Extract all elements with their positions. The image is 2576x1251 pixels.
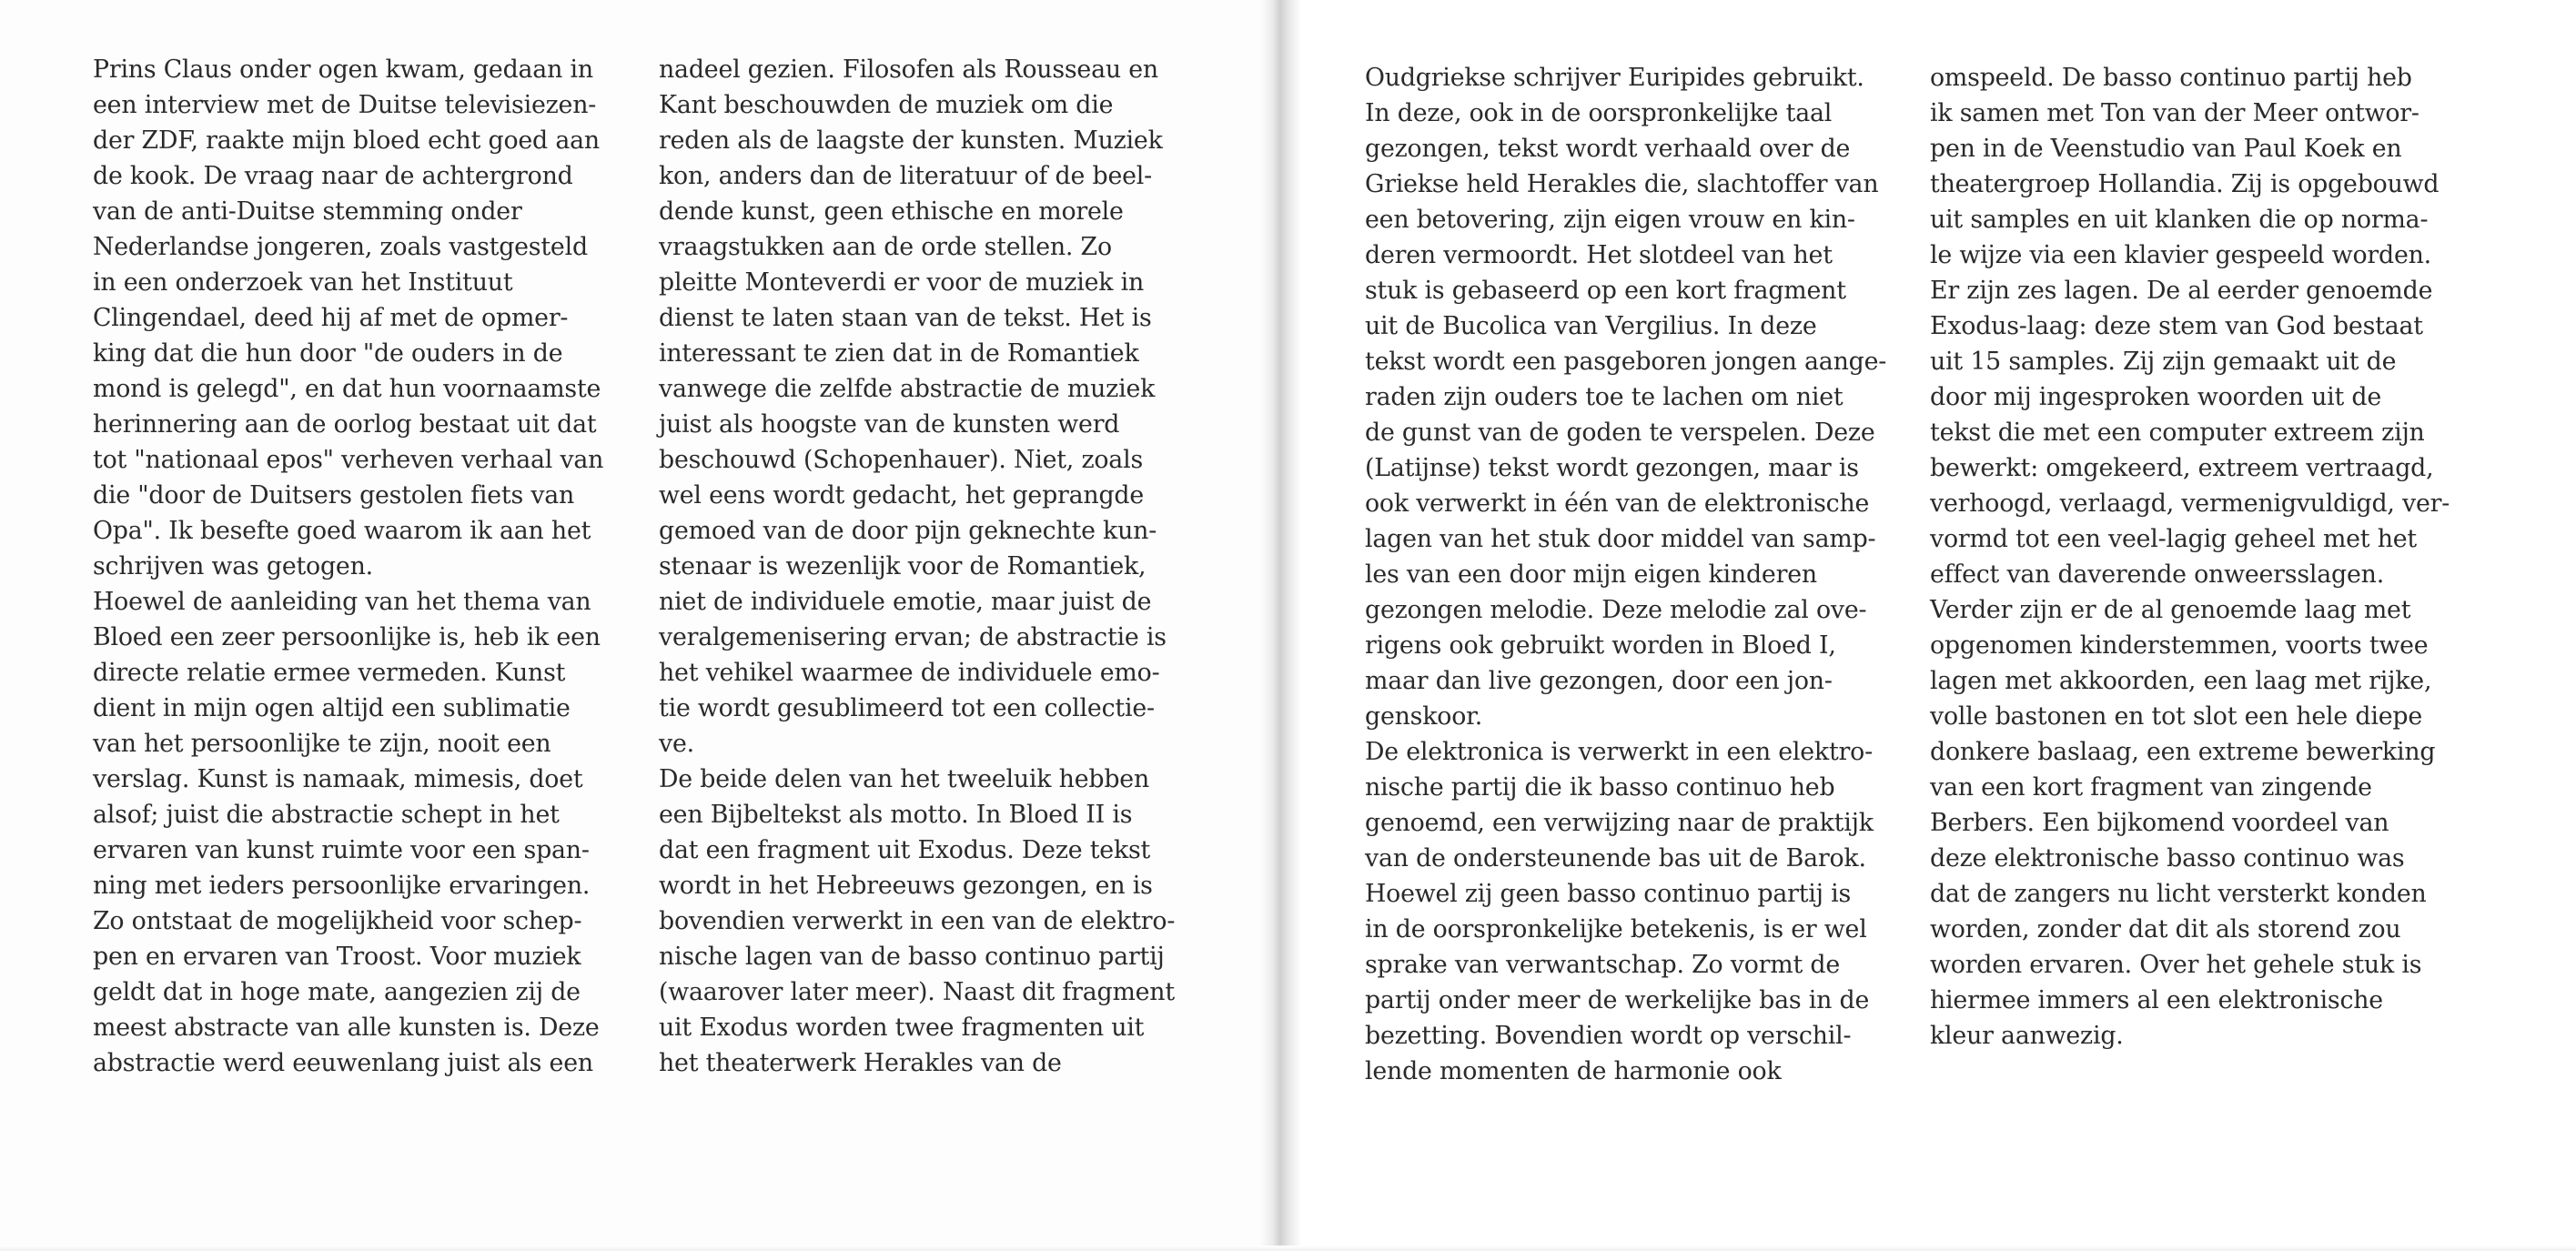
text-line: een interview met de Duitse televisiezen- bbox=[93, 91, 597, 119]
text-line: kleur aanwezig. bbox=[1930, 1022, 2124, 1050]
text-line: Nederlandse jongeren, zoals vastgesteld bbox=[93, 233, 588, 261]
text-line: volle bastonen en tot slot een hele diepe bbox=[1930, 702, 2422, 731]
text-line: Kant beschouwden de muziek om die bbox=[659, 91, 1114, 119]
text-line: Opa". Ik besefte goed waarom ik aan het bbox=[93, 517, 591, 545]
text-line: de gunst van de goden te verspelen. Deze bbox=[1365, 419, 1875, 447]
text-line: worden, zonder dat dit als storend zou bbox=[1930, 915, 2401, 943]
text-line: schrijven was getogen. bbox=[93, 552, 373, 580]
text-line: (Latijnse) tekst wordt gezongen, maar is bbox=[1365, 454, 1859, 482]
text-line: alsof; juist die abstractie schept in het bbox=[93, 801, 560, 829]
text-line: Berbers. Een bijkomend voordeel van bbox=[1930, 809, 2389, 837]
text-line: mond is gelegd", en dat hun voornaamste bbox=[93, 375, 601, 403]
text-line: Oudgriekse schrijver Euripides gebruikt. bbox=[1365, 64, 1864, 92]
text-line: king dat die hun door "de ouders in de bbox=[93, 339, 563, 368]
text-line: reden als de laagste der kunsten. Muziek bbox=[659, 126, 1163, 155]
text-line: genskoor. bbox=[1365, 702, 1483, 731]
text-line: in een onderzoek van het Instituut bbox=[93, 268, 513, 297]
text-line: kon, anders dan de literatuur of de beel- bbox=[659, 162, 1152, 190]
text-line: donkere baslaag, een extreme bewerking bbox=[1930, 738, 2436, 766]
text-line: uit de Bucolica van Vergilius. In deze bbox=[1365, 312, 1817, 340]
text-line: De beide delen van het tweeluik hebben bbox=[659, 765, 1150, 793]
text-line: in de oorspronkelijke betekenis, is er wel bbox=[1365, 915, 1867, 943]
text-line: bovendien verwerkt in een van de elektro- bbox=[659, 907, 1176, 935]
text-line: vormd tot een veel-lagig geheel met het bbox=[1930, 525, 2417, 553]
text-line: ook verwerkt in één van de elektronische bbox=[1365, 489, 1870, 518]
text-line: lagen met akkoorden, een laag met rijke, bbox=[1930, 667, 2432, 695]
text-line: nadeel gezien. Filosofen als Rousseau en bbox=[659, 55, 1158, 84]
text-line: die "door de Duitsers gestolen fiets van bbox=[93, 481, 575, 509]
text-line: tekst die met een computer extreem zijn bbox=[1930, 419, 2425, 447]
text-line: uit 15 samples. Zij zijn gemaakt uit de bbox=[1930, 348, 2397, 376]
text-line: Hoewel zij geen basso continuo partij is bbox=[1365, 880, 1852, 908]
text-line: gezongen melodie. Deze melodie zal ove- bbox=[1365, 596, 1867, 624]
text-line: van een kort fragment van zingende bbox=[1930, 773, 2372, 802]
text-line: les van een door mijn eigen kinderen bbox=[1365, 560, 1817, 589]
text-line: Bloed een zeer persoonlijke is, heb ik een bbox=[93, 623, 601, 651]
text-line: niet de individuele emotie, maar juist de bbox=[659, 588, 1152, 616]
text-column-4 bbox=[1930, 60, 2450, 1054]
text-line: wordt in het Hebreeuws gezongen, en is bbox=[659, 872, 1153, 900]
text-line: genoemd, een verwijzing naar de praktijk bbox=[1365, 809, 1874, 837]
text-line: veralgemenisering ervan; de abstractie is bbox=[659, 623, 1167, 651]
text-line: Clingendael, deed hij af met de opmer- bbox=[93, 304, 569, 332]
text-line: dende kunst, geen ethische en morele bbox=[659, 197, 1124, 226]
text-line: omspeeld. De basso continuo partij heb bbox=[1930, 64, 2412, 92]
text-column-3 bbox=[1365, 60, 1886, 1089]
text-line: een betovering, zijn eigen vrouw en kin- bbox=[1365, 206, 1855, 234]
text-line: dat een fragment uit Exodus. Deze tekst bbox=[659, 836, 1151, 864]
text-line: ning met ieders persoonlijke ervaringen. bbox=[93, 872, 591, 900]
text-line: gemoed van de door pijn geknechte kun- bbox=[659, 517, 1157, 545]
text-line: (waarover later meer). Naast dit fragment bbox=[659, 978, 1175, 1006]
text-line: tot "nationaal epos" verheven verhaal van bbox=[93, 446, 604, 474]
text-line: partij onder meer de werkelijke bas in de bbox=[1365, 986, 1870, 1014]
text-line: pleitte Monteverdi er voor de muziek in bbox=[659, 268, 1145, 297]
text-line: In deze, ook in de oorspronkelijke taal bbox=[1365, 99, 1833, 127]
text-line: tekst wordt een pasgeboren jongen aange- bbox=[1365, 348, 1887, 376]
text-line: verhoogd, verlaagd, vermenigvuldigd, ver- bbox=[1930, 489, 2450, 518]
text-line: stenaar is wezenlijk voor de Romantiek, bbox=[659, 552, 1147, 580]
text-line: juist als hoogste van de kunsten werd bbox=[659, 410, 1120, 439]
text-line: een Bijbeltekst als motto. In Bloed II is bbox=[659, 801, 1133, 829]
text-line: van het persoonlijke te zijn, nooit een bbox=[93, 730, 551, 758]
text-line: sprake van verwantschap. Zo vormt de bbox=[1365, 951, 1840, 979]
text-line: Verder zijn er de al genoemde laag met bbox=[1930, 596, 2411, 624]
text-line: ve. bbox=[659, 730, 694, 758]
text-line: vanwege die zelfde abstractie de muziek bbox=[659, 375, 1156, 403]
text-line: Exodus-laag: deze stem van God bestaat bbox=[1930, 312, 2423, 340]
text-line: gezongen, tekst wordt verhaald over de bbox=[1365, 135, 1851, 163]
text-line: van de anti-Duitse stemming onder bbox=[93, 197, 522, 226]
text-line: beschouwd (Schopenhauer). Niet, zoals bbox=[659, 446, 1143, 474]
text-line: het vehikel waarmee de individuele emo- bbox=[659, 659, 1160, 687]
text-line: uit Exodus worden twee fragmenten uit bbox=[659, 1014, 1145, 1042]
text-line: der ZDF, raakte mijn bloed echt goed aan bbox=[93, 126, 600, 155]
text-line: raden zijn ouders toe te lachen om niet bbox=[1365, 383, 1844, 411]
text-line: De elektronica is verwerkt in een elektro- bbox=[1365, 738, 1873, 766]
text-line: directe relatie ermee vermeden. Kunst bbox=[93, 659, 566, 687]
text-line: verslag. Kunst is namaak, mimesis, doet bbox=[93, 765, 583, 793]
text-line: tie wordt gesublimeerd tot een collectie- bbox=[659, 694, 1155, 722]
text-line: maar dan live gezongen, door een jon- bbox=[1365, 667, 1833, 695]
text-line: Er zijn zes lagen. De al eerder genoemde bbox=[1930, 277, 2433, 305]
text-line: deze elektronische basso continuo was bbox=[1930, 844, 2405, 873]
text-line: door mij ingesproken woorden uit de bbox=[1930, 383, 2382, 411]
text-line: deren vermoordt. Het slotdeel van het bbox=[1365, 241, 1833, 269]
text-line: effect van daverende onweersslagen. bbox=[1930, 560, 2385, 589]
text-line: opgenomen kinderstemmen, voorts twee bbox=[1930, 631, 2429, 660]
text-line: Hoewel de aanleiding van het thema van bbox=[93, 588, 591, 616]
text-line: lende momenten de harmonie ook bbox=[1365, 1057, 1782, 1085]
text-line: theatergroep Hollandia. Zij is opgebouwd bbox=[1930, 170, 2440, 198]
text-line: herinnering aan de oorlog bestaat uit dat bbox=[93, 410, 597, 439]
text-line: le wijze via een klavier gespeeld worden. bbox=[1930, 241, 2431, 269]
text-line: de kook. De vraag naar de achtergrond bbox=[93, 162, 573, 190]
text-line: wel eens wordt gedacht, het geprangde bbox=[659, 481, 1145, 509]
text-line: ervaren van kunst ruimte voor een span- bbox=[93, 836, 590, 864]
text-line: nische partij die ik basso continuo heb bbox=[1365, 773, 1835, 802]
text-line: meest abstracte van alle kunsten is. Deze bbox=[93, 1014, 600, 1042]
text-line: hiermee immers al een elektronische bbox=[1930, 986, 2383, 1014]
book-gutter bbox=[1260, 0, 1300, 1251]
text-line: uit samples en uit klanken die op norma- bbox=[1930, 206, 2429, 234]
page-bottom-edge bbox=[0, 1246, 2576, 1251]
text-line: dient in mijn ogen altijd een sublimatie bbox=[93, 694, 571, 722]
text-line: abstractie werd eeuwenlang juist als een bbox=[93, 1049, 593, 1077]
text-line: interessant te zien dat in de Romantiek bbox=[659, 339, 1139, 368]
text-line: geldt dat in hoge mate, aangezien zij de bbox=[93, 978, 581, 1006]
text-line: het theaterwerk Herakles van de bbox=[659, 1049, 1062, 1077]
text-line: van de ondersteunende bas uit de Barok. bbox=[1365, 844, 1866, 873]
text-line: ik samen met Ton van der Meer ontwor- bbox=[1930, 99, 2419, 127]
text-line: dienst te laten staan van de tekst. Het is bbox=[659, 304, 1152, 332]
text-line: pen in de Veenstudio van Paul Koek en bbox=[1930, 135, 2402, 163]
text-line: vraagstukken aan de orde stellen. Zo bbox=[659, 233, 1112, 261]
text-line: pen en ervaren van Troost. Voor muziek bbox=[93, 943, 581, 971]
text-line: Griekse held Herakles die, slachtoffer van bbox=[1365, 170, 1879, 198]
text-line: stuk is gebaseerd op een kort fragment bbox=[1365, 277, 1846, 305]
text-line: worden ervaren. Over het gehele stuk is bbox=[1930, 951, 2422, 979]
text-line: Zo ontstaat de mogelijkheid voor schep- bbox=[93, 907, 582, 935]
text-line: nische lagen van de basso continuo partij bbox=[659, 943, 1165, 971]
text-line: Prins Claus onder ogen kwam, gedaan in bbox=[93, 55, 593, 84]
text-line: bezetting. Bovendien wordt op verschil- bbox=[1365, 1022, 1852, 1050]
text-line: rigens ook gebruikt worden in Bloed I, bbox=[1365, 631, 1836, 660]
text-line: dat de zangers nu licht versterkt konden bbox=[1930, 880, 2427, 908]
text-line: bewerkt: omgekeerd, extreem vertraagd, bbox=[1930, 454, 2434, 482]
text-line: lagen van het stuk door middel van samp- bbox=[1365, 525, 1876, 553]
